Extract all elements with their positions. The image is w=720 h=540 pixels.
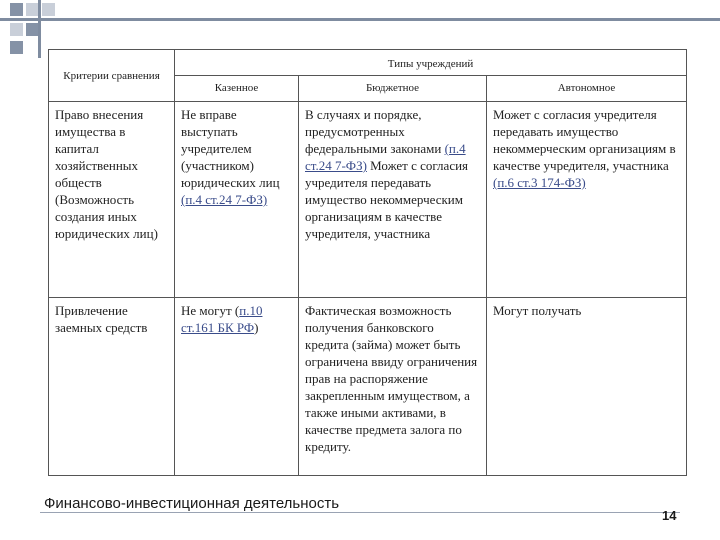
column-header-autonomous: Автономное — [487, 76, 687, 102]
cell-text: Может с согласия учредителя передавать имущество некоммерческим организациям в качестве учредителя, участника — [493, 107, 676, 173]
comparison-table — [48, 49, 687, 476]
column-header-kazennoe: Казенное — [175, 76, 299, 102]
table-row — [49, 102, 687, 298]
deco-square — [10, 41, 23, 54]
cell-text: Может с согласия учредителя передавать имущество некоммерческим организациям в качестве учредителя, участника — [305, 158, 469, 241]
autonomous-cell — [487, 102, 687, 298]
criteria-header: Критерии сравнения — [49, 50, 175, 102]
budget-cell: Фактическая возможность получения банковского кредита (займа) может быть ограничена ввиду ограничения прав на распоряжение закрепленным имуществом, а также иными активами, в качестве предмета залога по кредиту. — [299, 298, 487, 476]
deco-square — [42, 3, 55, 16]
law-reference-link[interactable]: (п.4 ст.24 7-ФЗ) — [181, 192, 268, 207]
law-reference-link[interactable]: п.10 ст.161 БК РФ — [181, 303, 263, 335]
footer-rule — [40, 512, 680, 513]
top-rule — [0, 18, 720, 21]
kazennoe-cell — [175, 102, 299, 298]
law-reference-link[interactable]: (п.6 ст.3 174-ФЗ) — [493, 175, 586, 190]
deco-square — [10, 3, 23, 16]
budget-cell — [299, 102, 487, 298]
table-row — [49, 298, 687, 476]
criterion-cell: Привлечение заемных средств — [49, 298, 175, 476]
types-header: Типы учреждений — [175, 50, 687, 76]
cell-text: ) — [254, 320, 259, 335]
page-number: 14 — [662, 508, 677, 523]
header-row-types — [49, 50, 687, 76]
deco-square — [10, 23, 23, 36]
left-rule — [38, 0, 41, 58]
law-reference-link[interactable]: (п.4 ст.24 7-ФЗ) — [305, 141, 466, 173]
column-header-budget: Бюджетное — [299, 76, 487, 102]
footer-title: Финансово-инвестиционная деятельность — [44, 495, 340, 512]
autonomous-cell: Могут получать — [487, 298, 687, 476]
cell-text: В случаях и порядке, предусмотренных федеральными законами — [305, 107, 442, 156]
criterion-cell: Право внесения имущества в капитал хозяйственных обществ (Возможность создания иных юридических лиц) — [49, 102, 175, 298]
kazennoe-cell — [175, 298, 299, 476]
cell-text: Не вправе выступать учредителем (участником) юридических лиц — [181, 107, 280, 190]
cell-text: Не могут ( — [181, 303, 240, 318]
